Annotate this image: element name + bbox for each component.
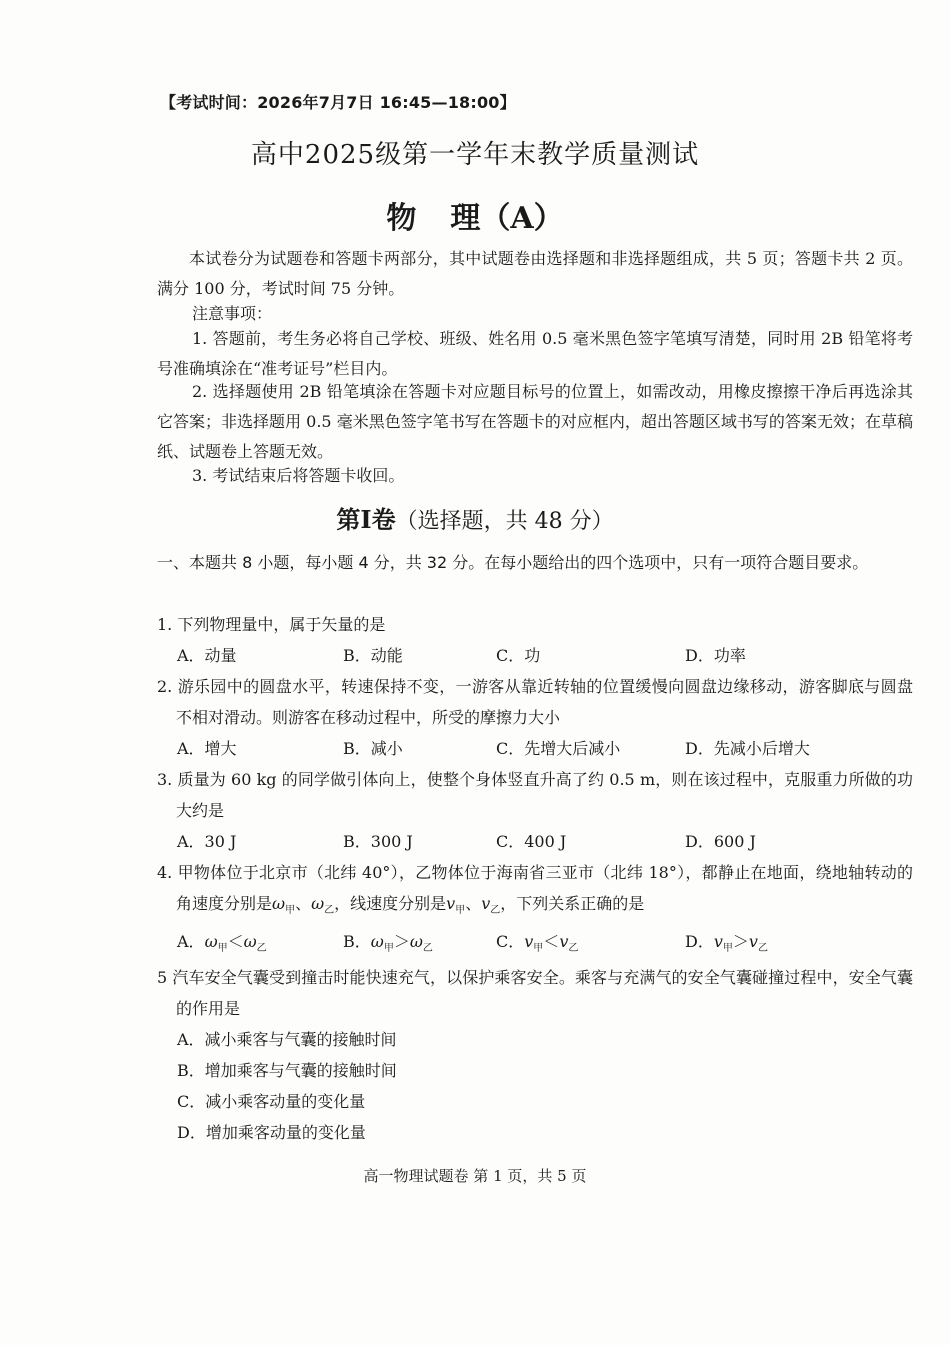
separator: 、 (295, 894, 312, 913)
exam-intro: 本试卷分为试题卷和答题卡两部分，其中试题卷由选择题和非选择题组成，共 5 页；答题卡共 2 页。满分 100 分，考试时间 75 分钟。 (157, 249, 913, 298)
omega-symbol: ω (272, 894, 286, 913)
question-1-stem: 1. 下列物理量中，属于矢量的是 (157, 615, 386, 634)
section-title-main: 第Ⅰ卷 (336, 505, 396, 534)
option-d: D．增加乘客动量的变化量 (177, 1123, 366, 1142)
notice-item-1: 1. 答题前，考生务必将自己学校、班级、姓名用 0.5 毫米黑色签字笔填写清楚，同时用 2B 铅笔将考号准确填涂在“准考证号”栏目内。 (157, 329, 913, 378)
question-3-stem: 3. 质量为 60 kg 的同学做引体向上，使整个身体竖直升高了约 0.5 m，则在该过程中，克服重力所做的功大约是 (157, 770, 913, 820)
option-a: A．$\omega_甲<\omega_乙$ (177, 932, 267, 954)
omega-symbol: ω (204, 932, 218, 951)
option-c: C．$v_甲<v_乙$ (496, 932, 579, 954)
section-title (0, 500, 950, 535)
subscript-yi: 乙 (324, 905, 335, 916)
omega-symbol: ω (409, 932, 423, 951)
option-b: B．300 J (343, 832, 413, 851)
subject-title (0, 193, 950, 237)
option-b: B．增加乘客与气囊的接触时间 (177, 1061, 397, 1080)
v-symbol: v (713, 932, 723, 951)
less-than: ＜ (543, 932, 560, 951)
option-d: D．功率 (685, 646, 746, 665)
option-b: B．减小 (343, 739, 403, 758)
exam-title: 高中2025级第一学年末教学质量测试 (250, 140, 700, 170)
option-c: C．400 J (496, 832, 567, 851)
question-5-stem: 5 汽车安全气囊受到撞击时能快速充气，以保护乘客安全。乘客与充满气的安全气囊碰撞过程中，安全气囊的作用是 (157, 968, 913, 1018)
v-symbol: v (559, 932, 569, 951)
v-symbol: v (524, 932, 534, 951)
omega-symbol: ω (370, 932, 384, 951)
option-b: B．动能 (343, 646, 403, 665)
option-c: C．功 (496, 646, 541, 665)
option-a: A．30 J (177, 832, 237, 851)
option-d: D．先减小后增大 (685, 739, 810, 758)
option-c: C．先增大后减小 (496, 739, 621, 758)
section-title-paren: （选择题，共 48 分） (395, 509, 614, 534)
option-a: A．减小乘客与气囊的接触时间 (177, 1030, 397, 1049)
subscript-yi: 乙 (490, 905, 501, 916)
separator: 、 (465, 894, 482, 913)
question-2-options (0, 733, 950, 764)
option-d: D．$v_甲>v_乙$ (685, 932, 768, 954)
v-symbol: v (748, 932, 758, 951)
notice-item-2: 2. 选择题使用 2B 铅笔填涂在答题卡对应题目标号的位置上，如需改动，用橡皮擦擦干净后再选涂其它答案；非选择题用 0.5 毫米黑色签字笔书写在答题卡的对应框内，超出答题区域书写的答案无效；在草稿纸、试题卷上答题无效。 (157, 382, 913, 461)
question-4-options (0, 926, 950, 957)
notice-heading: 注意事项： (192, 304, 273, 323)
v-symbol: v (446, 894, 456, 913)
question-3-options (0, 826, 950, 857)
less-than: ＜ (227, 932, 244, 951)
question-2-stem: 2. 游乐园中的圆盘水平，转速保持不变，一游客从靠近转轴的位置缓慢向圆盘边缘移动，游客脚底与圆盘不相对滑动。则游客在移动过程中，所受的摩擦力大小 (157, 677, 913, 727)
v-symbol: v (481, 894, 491, 913)
question-4-stem-c: ，下列关系正确的是 (500, 894, 645, 913)
notice-item-3: 3. 考试结束后将答题卡收回。 (192, 466, 405, 485)
part-instructions: 一、本题共 8 小题，每小题 4 分，共 32 分。在每小题给出的四个选项中，只有一项符合题目要求。 (157, 553, 869, 572)
subscript-jia: 甲 (455, 905, 466, 916)
option-d: D．600 J (685, 832, 756, 851)
option-a: A．增大 (177, 739, 237, 758)
omega-symbol: ω (311, 894, 325, 913)
subscript-jia: 甲 (285, 905, 296, 916)
option-b: B．$\omega_甲>\omega_乙$ (343, 932, 433, 954)
question-1-options (0, 640, 950, 671)
question-4-stem-a: 4. 甲物体位于北京市（北纬 40°），乙物体位于海南省三亚市（北纬 18°），都静止在地面，绕地轴转动的角速度分别是 (157, 863, 913, 913)
option-a: A．动量 (177, 646, 237, 665)
question-4-stem (157, 857, 913, 926)
greater-than: ＞ (393, 932, 410, 951)
subject-title-char: 物 (386, 201, 417, 236)
option-c: C．减小乘客动量的变化量 (177, 1092, 366, 1111)
greater-than: ＞ (732, 932, 749, 951)
page-footer: 高一物理试题卷 第 1 页，共 5 页 (363, 1167, 587, 1185)
question-4-stem-b: ，线速度分别是 (334, 894, 447, 913)
subject-title-rest: 理（A） (450, 201, 564, 236)
exam-time: 【考试时间：2026年7月7日 16:45—18:00】 (160, 93, 516, 112)
omega-symbol: ω (243, 932, 257, 951)
